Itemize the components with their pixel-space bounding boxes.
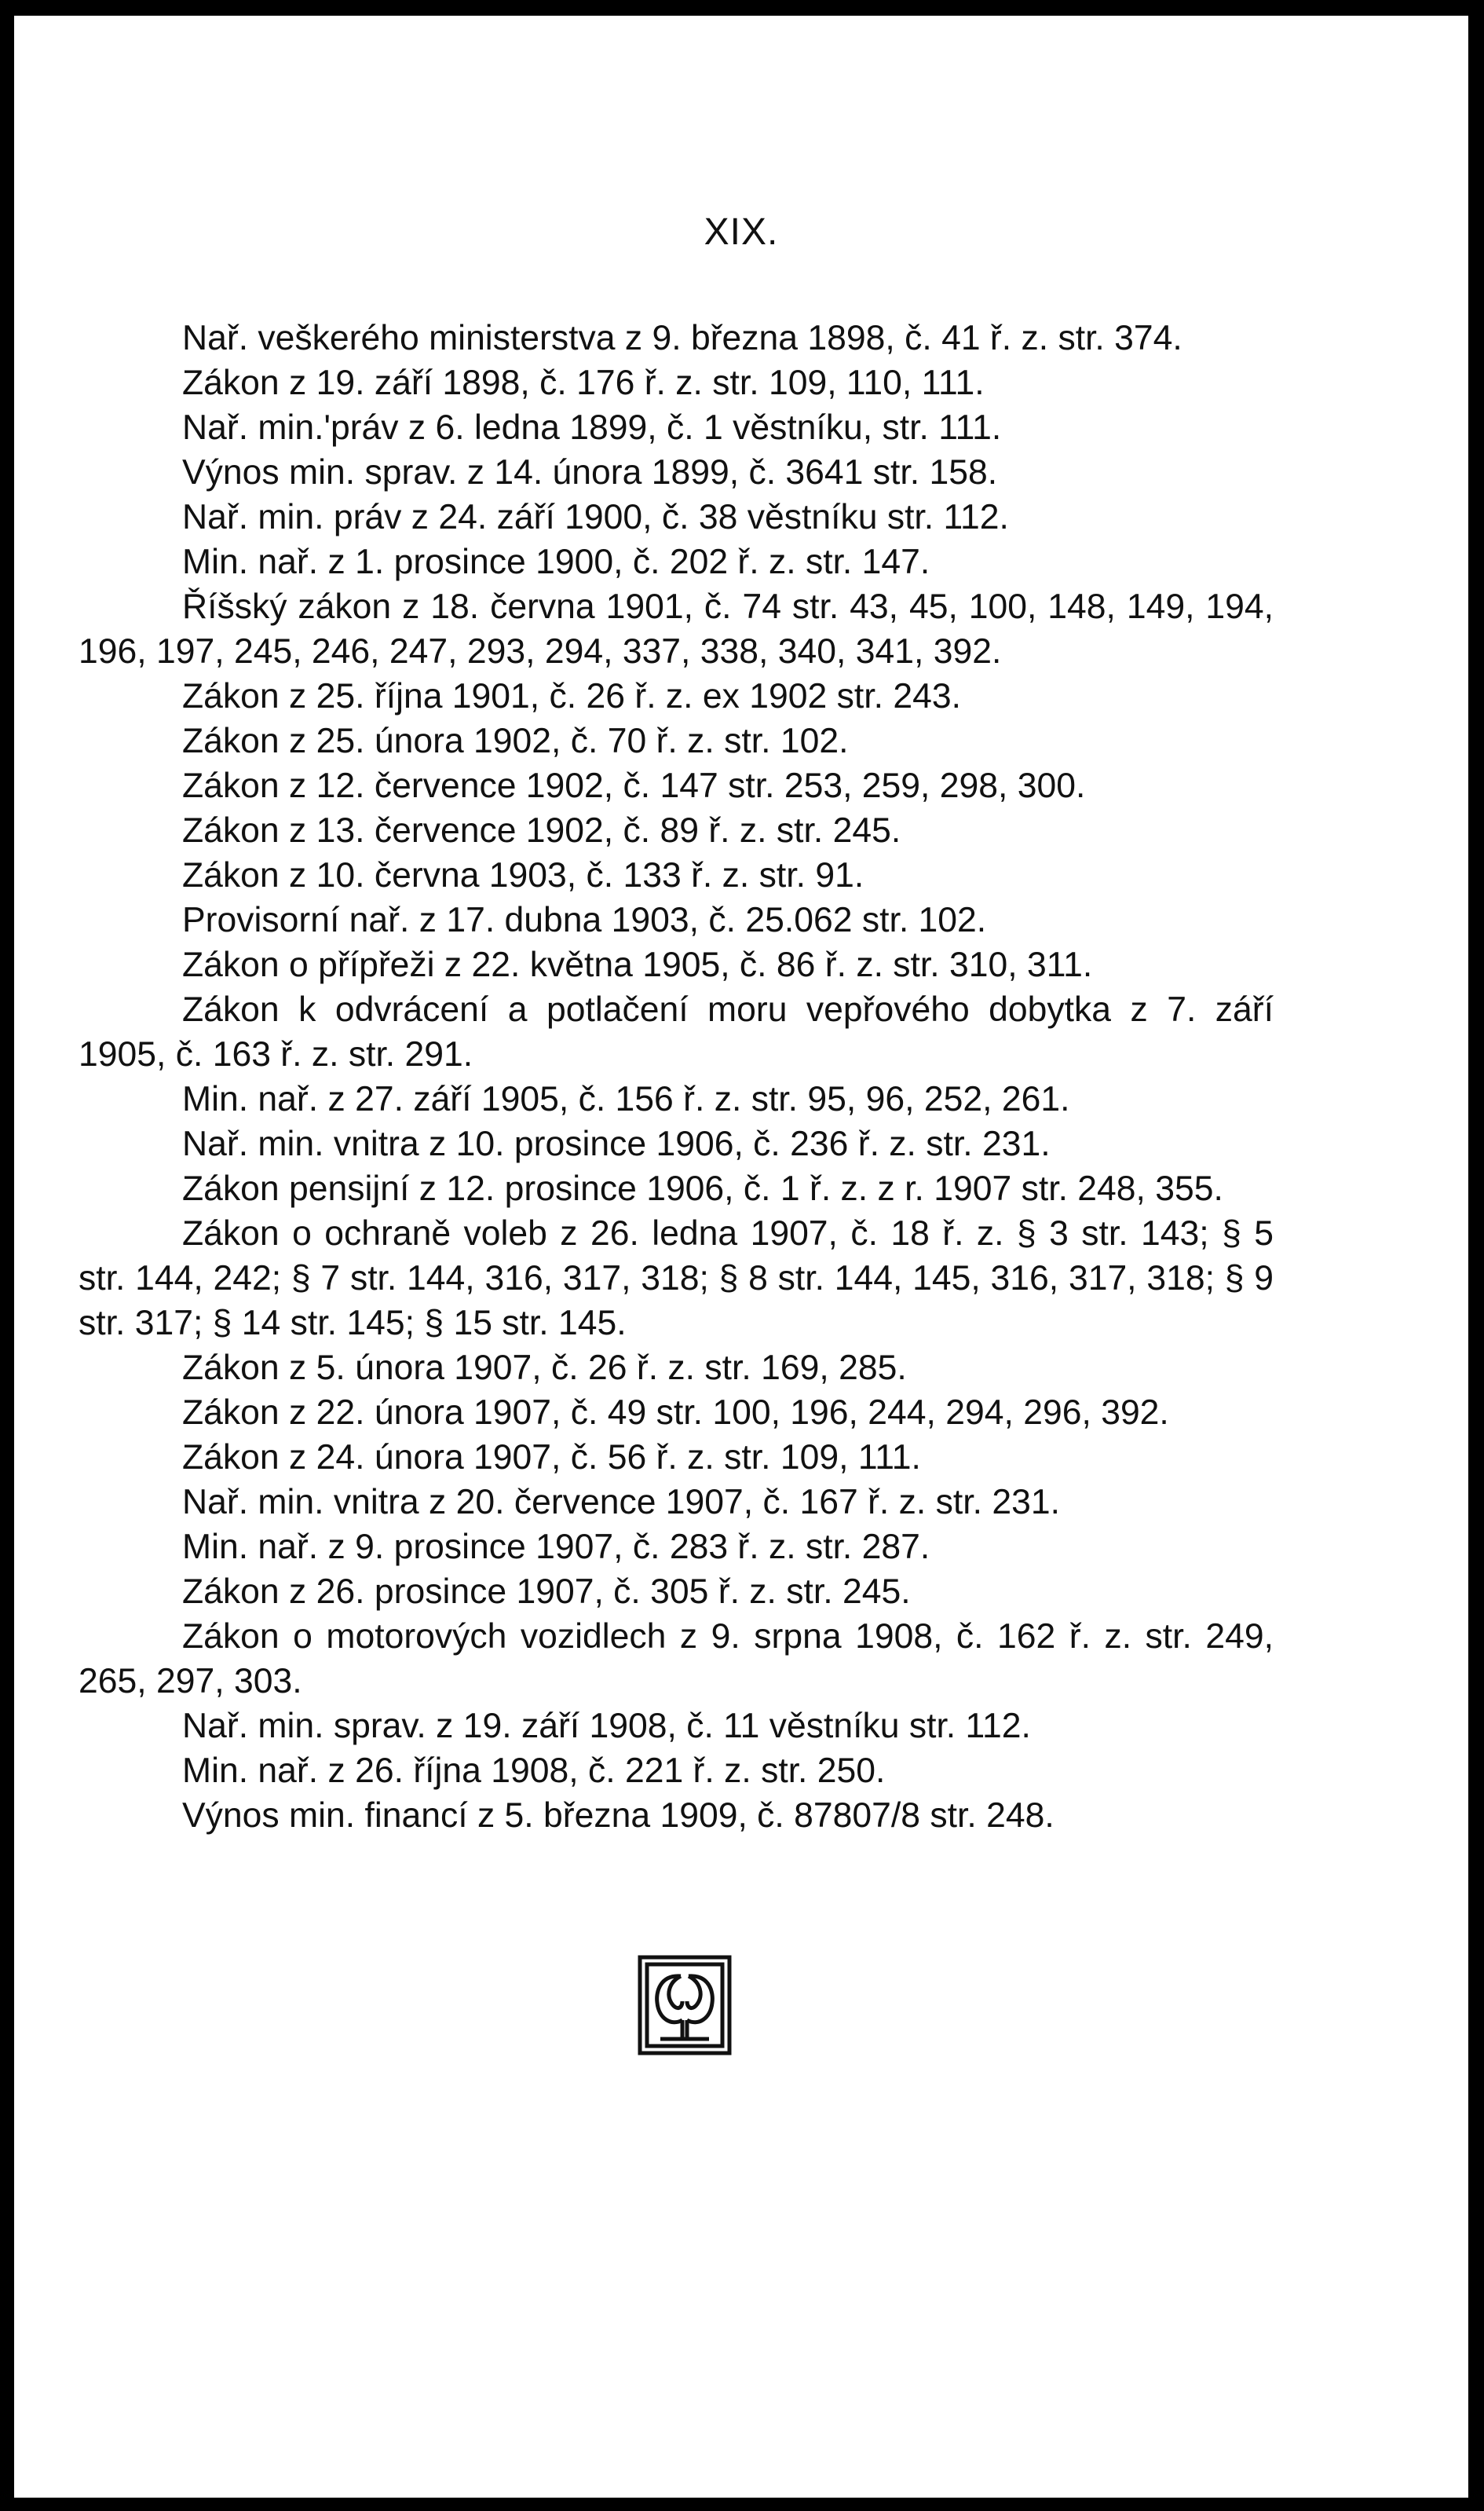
list-item: Výnos min. sprav. z 14. února 1899, č. 3641 str. 158. — [182, 453, 998, 492]
list-item: Zákon o motorových vozidlech z 9. srpna 1908, č. 162 ř. z. str. 249, 265, 297, 303. — [79, 1617, 1274, 1700]
list-item: Říšský zákon z 18. června 1901, č. 74 str. 43, 45, 100, 148, 149, 194, 196, 197, 245, 246, 247, 293, 294, 337, 338, 340, 341, 392. — [79, 587, 1274, 671]
list-item: Zákon z 10. června 1903, č. 133 ř. z. str. 91. — [182, 856, 864, 895]
list-item: Nař. min. práv z 24. září 1900, č. 38 věstníku str. 112. — [182, 498, 1009, 536]
list-item: Zákon z 25. února 1902, č. 70 ř. z. str. 102. — [182, 722, 849, 760]
list-item: Zákon o přípřeži z 22. května 1905, č. 86 ř. z. str. 310, 311. — [182, 946, 1093, 984]
list-item: Zákon z 5. února 1907, č. 26 ř. z. str. 169, 285. — [182, 1349, 907, 1387]
page-number: XIX. — [704, 211, 779, 253]
list-item: Provisorní nař. z 17. dubna 1903, č. 25.062 str. 102. — [182, 901, 987, 939]
list-item: Nař. min. sprav. z 19. září 1908, č. 11 věstníku str. 112. — [182, 1707, 1031, 1745]
list-item: Zákon z 19. září 1898, č. 176 ř. z. str. 109, 110, 111. — [182, 364, 985, 402]
list-item: Min. nař. z 26. října 1908, č. 221 ř. z. str. 250. — [182, 1751, 886, 1790]
list-item: Zákon z 13. července 1902, č. 89 ř. z. str. 245. — [182, 811, 901, 850]
list-item: Min. nař. z 1. prosince 1900, č. 202 ř. z. str. 147. — [182, 543, 930, 581]
list-item: Min. nař. z 9. prosince 1907, č. 283 ř. z. str. 287. — [182, 1528, 930, 1566]
list-item: Min. nař. z 27. září 1905, č. 156 ř. z. str. 95, 96, 252, 261. — [182, 1080, 1070, 1118]
list-item: Nař. min. vnitra z 10. prosince 1906, č. 236 ř. z. str. 231. — [182, 1125, 1051, 1163]
printer-mark-icon — [637, 1954, 733, 2056]
list-item: Zákon z 12. července 1902, č. 147 str. 253, 259, 298, 300. — [182, 767, 1086, 805]
list-item: Zákon z 24. února 1907, č. 56 ř. z. str. 109, 111. — [182, 1438, 921, 1477]
list-item: Zákon o ochraně voleb z 26. ledna 1907, č. 18 ř. z. § 3 str. 143; § 5 str. 144, 242; § 7 str. 144, 316, 317, 318; § 8 str. 144, 145, 316, 317, 318; § 9 str. 317; § 14 str. 145; § 15 str. 145. — [79, 1214, 1274, 1342]
list-item: Zákon z 25. října 1901, č. 26 ř. z. ex 1902 str. 243. — [182, 677, 961, 716]
list-item: Nař. min.'práv z 6. ledna 1899, č. 1 věstníku, str. 111. — [182, 408, 1002, 447]
list-item: Zákon z 22. února 1907, č. 49 str. 100, 196, 244, 294, 296, 392. — [182, 1393, 1169, 1432]
book-page — [14, 16, 1468, 2498]
list-item: Výnos min. financí z 5. března 1909, č. 87807/8 str. 248. — [182, 1796, 1055, 1835]
list-item: Zákon z 26. prosince 1907, č. 305 ř. z. str. 245. — [182, 1572, 911, 1611]
legal-references-list — [79, 316, 1274, 1838]
list-item: Nař. min. vnitra z 20. července 1907, č. 167 ř. z. str. 231. — [182, 1483, 1060, 1521]
list-item: Nař. veškerého ministerstva z 9. března 1898, č. 41 ř. z. str. 374. — [182, 319, 1182, 357]
list-item: Zákon pensijní z 12. prosince 1906, č. 1 ř. z. z r. 1907 str. 248, 355. — [182, 1169, 1223, 1208]
list-item: Zákon k odvrácení a potlačení moru vepřového dobytka z 7. září 1905, č. 163 ř. z. str. 291. — [79, 990, 1274, 1074]
